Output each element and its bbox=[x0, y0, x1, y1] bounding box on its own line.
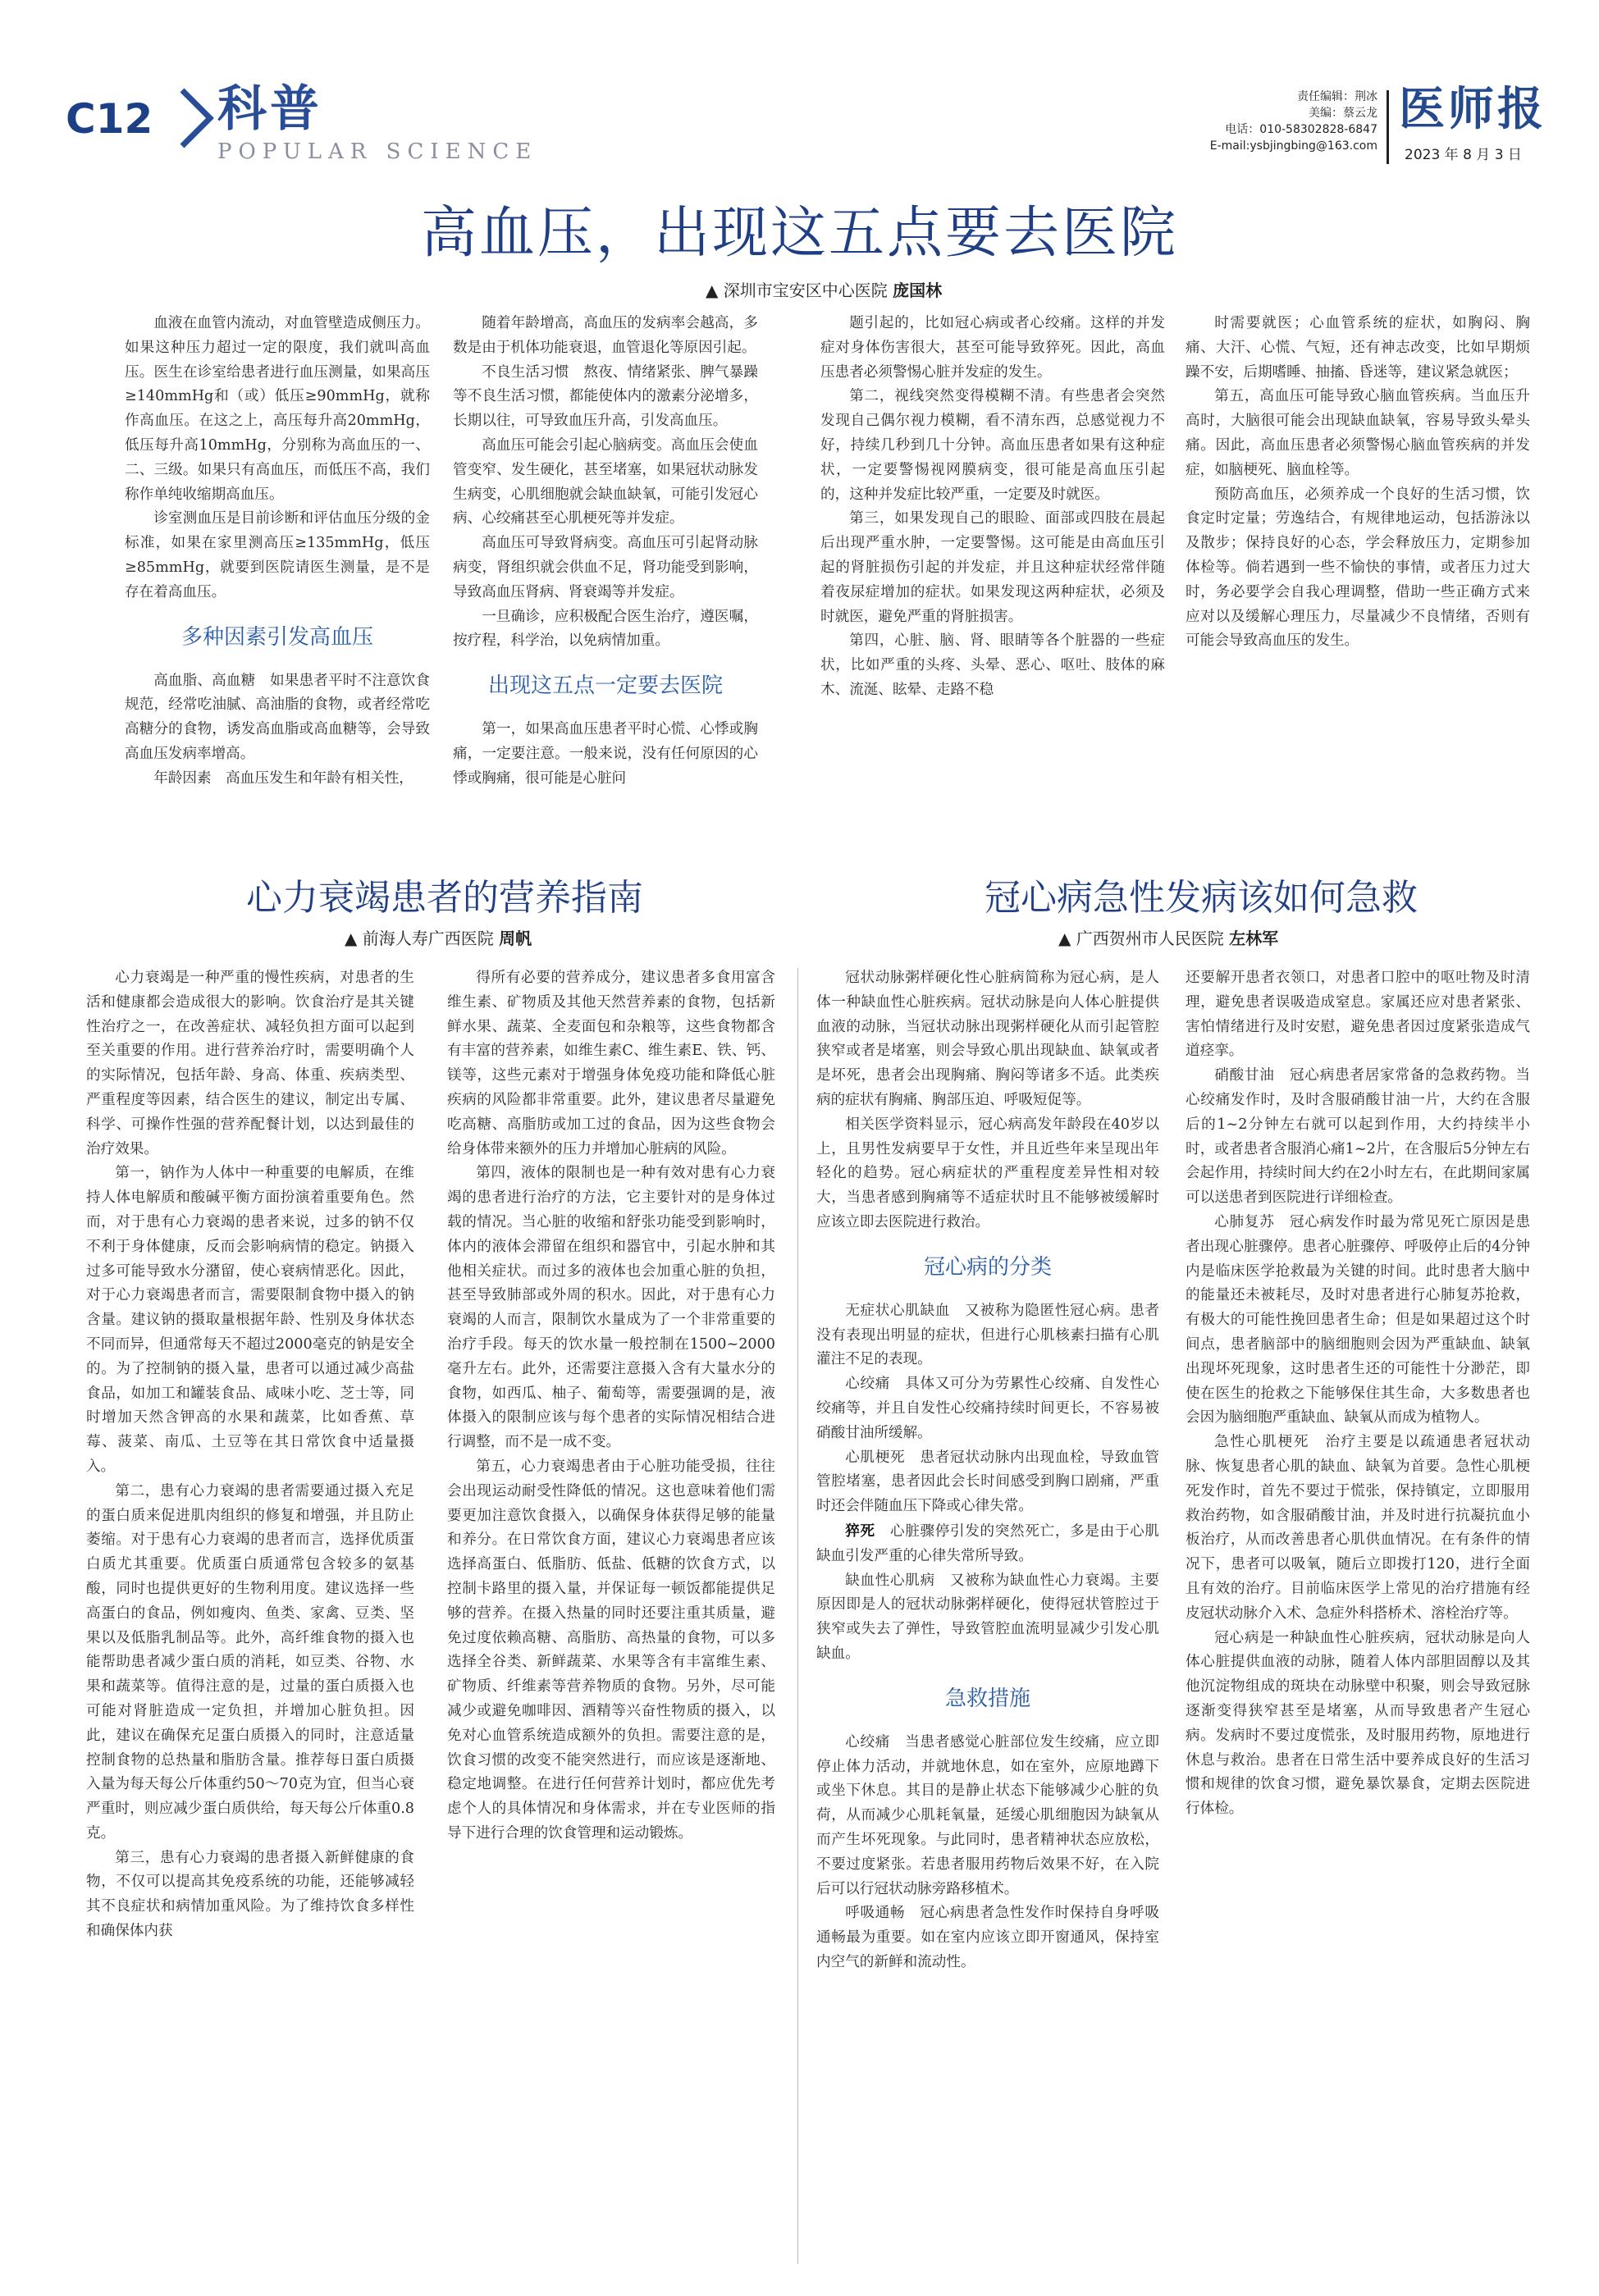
paragraph: 心绞痛 当患者感觉心脏部位发生绞痛，应立即停止体力活动，并就地休息，如在室外，应原地蹲下或坐下休息。其目的是静止状态下能够减少心脏的负荷，从而减少心肌耗氧量，延缓心肌细胞因为缺氧从而产生坏死现象。与此同时，患者精神状态应放松，不要过度紧张。若患者服用药物后效果不好，在入院后可以行冠状动脉旁路移植术。 bbox=[816, 1733, 1159, 1897]
paragraph: 高血脂、高血糖 如果患者平时不注意饮食规范，经常吃油腻、高油脂的食物，或者经常吃高糖分的食物，诱发高血脂或高血糖等，会导致高血压发病率增高。 bbox=[125, 672, 430, 762]
section-title: 科普 bbox=[217, 80, 322, 138]
paragraph: 硝酸甘油 冠心病患者居家常备的急救药物。当心绞痛发作时，及时含服硝酸甘油一片，大约在含服后的1~2分钟左右就可以起到作用，大约持续半小时，或者患者含服消心痛1~2片，在含服后5分钟左右会起作用，持续时间大约在2小时左右，在此期间家属可以送患者到医院进行详细检查。 bbox=[1186, 1067, 1530, 1207]
byline-org: ▲ 前海人寿广西医院 bbox=[345, 929, 494, 948]
paragraph: 心力衰竭是一种严重的慢性疾病，对患者的生活和健康都会造成很大的影响。饮食治疗是其关键性治疗之一，在改善症状、减轻负担方面可以起到至关重要的作用。进行营养治疗时，需要明确个人的实际情况，包括年龄、身高、体重、疾病类型、严重程度等因素，结合医生的建议，制定出专属、科学、可操作性强的营养配餐计划，以达到最佳的治疗效果。 bbox=[86, 970, 414, 1157]
paragraph: 急性心肌梗死 治疗主要是以疏通患者冠状动脉、恢复患者心肌的缺血、缺氧为首要。急性心肌梗死发作时，首先不要过于慌张，保持镇定，立即服用救治药物，如含服硝酸甘油，并及时进行抗凝抗血小板治疗，从而改善患者心肌供血情况。在有条件的情况下，患者可以吸氧，随后立即拨打120，进行全面且有效的治疗。目前临床医学上常见的治疗措施有经皮冠状动脉介入术、急症外科搭桥术、溶栓治疗等。 bbox=[1186, 1434, 1530, 1622]
email-line: E-mail:ysbjingbing@163.com bbox=[1209, 139, 1377, 153]
paragraph: 第三，如果发现自己的眼睑、面部或四肢在晨起后出现严重水肿，一定要警惕。这可能是由高血压引起的肾脏损伤引起的并发症，并且这种症状经常伴随着夜尿症增加的症状。如果发现这两种症状，必须及时就医，避免严重的肾脏损害。 bbox=[820, 510, 1165, 625]
paragraph: 冠状动脉粥样硬化性心脏病简称为冠心病，是人体一种缺血性心脏疾病。冠状动脉是向人体心脏提供血液的动脉，当冠状动脉出现粥样硬化从而引起管腔狭窄或者是堵塞，则会导致心肌出现缺血、缺氧或者是坏死，患者会出现胸痛、胸闷等诸多不适。此类疾病的症状有胸痛、胸部压迫、呼吸短促等。 bbox=[816, 970, 1159, 1108]
article1-title: 高血压，出现这五点要去医院 bbox=[420, 201, 1178, 266]
paragraph: 第三，患有心力衰竭的患者摄入新鲜健康的食物，不仅可以提高其免疫系统的功能，还能够减轻其不良症状和病情加重风险。为了维持饮食多样性和确保体内获 bbox=[86, 1849, 414, 1940]
section-subtitle: POPULAR SCIENCE bbox=[217, 139, 538, 164]
paragraph: 不良生活习惯 熬夜、情绪紧张、脾气暴躁等不良生活习惯，都能使体内的激素分泌增多，长期以往，可导致血压升高，引发高血压。 bbox=[453, 363, 758, 430]
article3-subheading-2: 急救措施 bbox=[944, 1686, 1030, 1711]
byline-org: ▲ 深圳市宝安区中心医院 bbox=[706, 281, 888, 300]
byline-author: 左林军 bbox=[1229, 929, 1279, 948]
paragraph: 预防高血压，必须养成一个良好的生活习惯，饮食定时定量；劳逸结合，有规律地运动，包括游泳以及散步；保持良好的心态，学会释放压力，定期参加体检等。倘若遇到一些不愉快的事情，或者压力过大时，务必要学会自我心理调整，借助一些正确方式来应对以及缓解心理压力，尽量减少不良情绪，否则有可能会导致高血压的发生。 bbox=[1186, 486, 1530, 650]
paragraph: 得所有必要的营养成分，建议患者多食用富含维生素、矿物质及其他天然营养素的食物，包括新鲜水果、蔬菜、全麦面包和杂粮等，这些食物都含有丰富的营养素，如维生素C、维生素E、铁、钙、镁等，这些元素对于增强身体免疫功能和降低心脏疾病的风险都非常重要。此外，建议患者尽量避免吃高糖、高脂肪或加工过的食品，因为这些食物会给身体带来额外的压力并增加心脏病的风险。 bbox=[447, 970, 775, 1157]
designer-line: 美编：蔡云龙 bbox=[1309, 107, 1377, 120]
article3-column-2 bbox=[1186, 966, 1530, 1822]
article3-title: 冠心病急性发病该如何急救 bbox=[985, 877, 1418, 919]
byline-author: 庞国林 bbox=[893, 281, 943, 300]
paragraph: 高血压可能会引起心脑病变。高血压会使血管变窄、发生硬化，甚至堵塞，如果冠状动脉发生病变，心肌细胞就会缺血缺氧，可能引发冠心病、心绞痛甚至心肌梗死等并发症。 bbox=[453, 436, 758, 527]
paragraph: 第四，心脏、脑、肾、眼睛等各个脏器的一些症状，比如严重的头疼、头晕、恶心、呕吐、肢体的麻木、流涎、眩晕、走路不稳 bbox=[820, 632, 1165, 698]
paragraph: 随着年龄增高，高血压的发病率会越高，多数是由于机体功能衰退，血管退化等原因引起。 bbox=[453, 315, 758, 356]
paragraph: 第一，如果高血压患者平时心慌、心悸或胸痛，一定要注意。一般来说，没有任何原因的心悸或胸痛，很可能是心脏问 bbox=[453, 721, 758, 787]
paragraph: 第二，视线突然变得模糊不清。有些患者会突然发现自己偶尔视力模糊，看不清东西，总感觉视力不好，持续几秒到几十分钟。高血压患者如果有这种症状，一定要警惕视网膜病变，很可能是高血压引起的，这种并发症比较严重，一定要及时就医。 bbox=[820, 388, 1165, 503]
paragraph: 时需要就医；心血管系统的症状，如胸闷、胸痛、大汗、心慌、气短，还有神志改变，比如早期烦躁不安，后期嗜睡、抽搐、昏迷等，建议紧急就医； bbox=[1186, 315, 1530, 381]
paragraph: 心肌梗死 患者冠状动脉内出现血栓，导致血管管腔堵塞，患者因此会长时间感受到胸口剧痛，严重时还会伴随血压下降或心律失常。 bbox=[816, 1449, 1159, 1515]
article1-column-1 bbox=[125, 312, 430, 792]
paragraph: 题引起的，比如冠心病或者心绞痛。这样的并发症对身体伤害很大，甚至可能导致猝死。因此，高血压患者必须警惕心脏并发症的发生。 bbox=[820, 315, 1165, 381]
paragraph: 诊室测血压是目前诊断和评估血压分级的金标准，如果在家里测高压≥135mmHg，低压≥85mmHg，就要到医院请医生测量，是不是存在着高血压。 bbox=[125, 510, 430, 600]
byline-author: 周帆 bbox=[499, 929, 532, 948]
article3-subheading-1: 冠心病的分类 bbox=[923, 1254, 1052, 1280]
paragraph: 无症状心肌缺血 又被称为隐匿性冠心病。患者没有表现出明显的症状，但进行心肌核素扫描有心肌灌注不足的表现。 bbox=[816, 1302, 1159, 1368]
paragraph: 第五，高血压可能导致心脑血管疾病。当血压升高时，大脑很可能会出现缺血缺氧，容易导致头晕头痛。因此，高血压患者必须警惕心脑血管疾病的并发症，如脑梗死、脑血栓等。 bbox=[1186, 388, 1530, 478]
paragraph: 相关医学资料显示，冠心病高发年龄段在40岁以上，且男性发病要早于女性，并且近些年来呈现出年轻化的趋势。冠心病症状的严重程度差异性相对较大，当患者感到胸痛等不适症状时且不能够被缓解时应该立即去医院进行救治。 bbox=[816, 1116, 1159, 1230]
article2-title: 心力衰竭患者的营养指南 bbox=[246, 877, 643, 919]
editor-info bbox=[1210, 89, 1377, 154]
paragraph: 第四，液体的限制也是一种有效对患有心力衰竭的患者进行治疗的方法，它主要针对的是身体过载的情况。当心脏的收缩和舒张功能受到影响时，体内的液体会滞留在组织和器官中，引起水肿和其他相关症状。而过多的液体也会加重心脏的负担，甚至导致肺部或外周的积水。因此，对于患有心力衰竭的人而言，限制饮水量成为了一个非常重要的治疗手段。每天的饮水量一般控制在1500~2000毫升左右。此外，还需要注意摄入含有大量水分的食物，如西瓜、柚子、葡萄等，需要强调的是，液体摄入的限制应该与每个患者的实际情况相结合进行调整，而不是一成不变。 bbox=[447, 1165, 775, 1451]
article1-column-4 bbox=[1186, 312, 1530, 654]
paragraph: 高血压可导致肾病变。高血压可引起肾动脉病变，肾组织就会供血不足，肾功能受到影响，导致高血压肾病、肾衰竭等并发症。 bbox=[453, 535, 758, 600]
page-number: C12 bbox=[66, 95, 153, 143]
paragraph: 第五，心力衰竭患者由于心脏功能受损，往往会出现运动耐受性降低的情况。这也意味着他们需要更加注意饮食摄入，以确保身体获得足够的能量和养分。在日常饮食方面，建议心力衰竭患者应该选择高蛋白、低脂肪、低盐、低糖的饮食方式，以控制卡路里的摄入量，并保证每一顿饭都能提供足够的营养。在摄入热量的同时还要注重其质量，避免过度依赖高糖、高脂肪、高热量的食物，可以多选择全谷类、新鲜蔬菜、水果等含有丰富维生素、矿物质、纤维素等营养物质的食物。另外，尽可能减少或避免咖啡因、酒精等兴奋性物质的摄入，以免对心血管系统造成额外的负担。需要注意的是，饮食习惯的改变不能突然进行，而应该是逐渐地、稳定地调整。在进行任何营养计划时，都应优先考虑个人的具体情况和身体需求，并在专业医师的指导下进行合理的饮食管理和运动锻炼。 bbox=[447, 1458, 775, 1842]
article2-column-2 bbox=[447, 966, 775, 1846]
paragraph: 呼吸通畅 冠心病患者急性发作时保持自身呼吸通畅最为重要。如在室内应该立即开窗通风，保持室内空气的新鲜和流动性。 bbox=[816, 1905, 1159, 1970]
paragraph: 第一，钠作为人体中一种重要的电解质，在维持人体电解质和酸碱平衡方面扮演着重要角色。然而，对于患有心力衰竭的患者来说，过多的钠不仅不利于身体健康，反而会影响病情的稳定。钠摄入过多可能导致水分潴留，使心衰病情恶化。因此，对于心力衰竭患者而言，需要限制食物中摄入的钠含量。建议钠的摄取量根据年龄、性别及身体状态不同而异，但通常每天不超过2000毫克的钠是安全的。为了控制钠的摄入量，患者可以通过减少高盐食品，如加工和罐装食品、咸味小吃、芝士等，同时增加天然含钾高的水果和蔬菜，比如香蕉、草莓、菠菜、南瓜、土豆等在其日常饮食中适量摄入。 bbox=[86, 1165, 414, 1475]
chevron-right-icon bbox=[172, 85, 222, 151]
paragraph: 还要解开患者衣领口，对患者口腔中的呕吐物及时清理，避免患者误吸造成窒息。家属还应对患者紧张、害怕情绪进行及时安慰，避免患者因过度紧张造成气道痉挛。 bbox=[1186, 970, 1530, 1060]
paragraph: 血液在血管内流动，对血管壁造成侧压力。如果这种压力超过一定的限度，我们就叫高血压。医生在诊室给患者进行血压测量，如果高压≥140mmHg和（或）低压≥90mmHg，就称作高血压。在这之上，高压每升高20mmHg，低压每升高10mmHg，分别称为高血压的一、二、三级。如果只有高血压，而低压不高，我们称作单纯收缩期高血压。 bbox=[125, 315, 430, 503]
paragraph: 缺血性心肌病 又被称为缺血性心力衰竭。主要原因即是人的冠状动脉粥样硬化，使得冠状管腔过于狭窄或失去了弹性，导致管腔血流明显减少引发心肌缺血。 bbox=[816, 1572, 1159, 1662]
paragraph: 年龄因素 高血压发生和年龄有相关性， bbox=[153, 769, 413, 787]
article2-byline bbox=[345, 925, 532, 949]
sudden-death-text: 心脏骤停引发的突然死亡，多是由于心肌缺血引发严重的心律失常所导致。 bbox=[816, 1522, 1159, 1564]
article1-column-2 bbox=[453, 312, 758, 792]
article3-byline bbox=[1058, 925, 1278, 949]
article1-subheading-1: 多种因素引发高血压 bbox=[180, 624, 373, 650]
sudden-death-label: 猝死 bbox=[845, 1522, 875, 1540]
newspaper-logo: 医师报 bbox=[1399, 82, 1546, 136]
article1-subheading-2: 出现这五点一定要去医院 bbox=[487, 673, 723, 699]
phone-line: 电话：010-58302828-6847 bbox=[1225, 123, 1377, 136]
column-divider bbox=[797, 968, 798, 2264]
paragraph: 冠心病是一种缺血性心脏疾病，冠状动脉是向人体心脏提供血液的动脉，随着人体内部胆固醇以及其他沉淀物组成的斑块在动脉壁中积聚，则会导致冠脉逐渐变得狭窄甚至是堵塞，从而导致患者产生冠心病。发病时不要过度慌张，及时服用药物，原地进行休息与救治。患者在日常生活中要养成良好的生活习惯和规律的饮食习惯，避免暴饮暴食，定期去医院进行体检。 bbox=[1186, 1629, 1530, 1818]
paragraph bbox=[816, 1519, 1159, 1569]
paragraph: 一旦确诊，应积极配合医生治疗，遵医嘱，按疗程，科学治，以免病情加重。 bbox=[453, 608, 758, 650]
article2-column-1 bbox=[86, 966, 414, 1944]
paragraph: 第二，患有心力衰竭的患者需要通过摄入充足的蛋白质来促进肌肉组织的修复和增强，并且防止萎缩。对于患有心力衰竭的患者而言，选择优质蛋白质尤其重要。优质蛋白质通常包含较多的氨基酸，同时也提供更好的生物利用度。建议选择一些高蛋白的食品，例如瘦肉、鱼类、家禽、豆类、坚果以及低脂乳制品等。此外，高纤维食物的摄入也能帮助患者减少蛋白质的消耗，如豆类、谷物、水果和蔬菜等。值得注意的是，过量的蛋白质摄入也可能对肾脏造成一定负担，并增加心脏负担。因此，建议在确保充足蛋白质摄入的同时，注意适量控制食物的总热量和脂肪含量。推荐每日蛋白质摄入量为每天每公斤体重约50～70克为宜，但当心衰严重时，则应减少蛋白质供给，每天每公斤体重0.8克。 bbox=[86, 1482, 414, 1842]
article1-byline bbox=[706, 277, 942, 301]
article1-column-3 bbox=[820, 312, 1165, 703]
byline-org: ▲ 广西贺州市人民医院 bbox=[1058, 929, 1224, 948]
issue-date: 2023 年 8 月 3 日 bbox=[1405, 147, 1522, 163]
paragraph: 心绞痛 具体又可分为劳累性心绞痛、自发性心绞痛等，并且自发性心绞痛持续时间更长，不容易被硝酸甘油所缓解。 bbox=[816, 1376, 1159, 1441]
paragraph: 心肺复苏 冠心病发作时最为常见死亡原因是患者出现心脏骤停。患者心脏骤停、呼吸停止后的4分钟内是临床医学抢救最为关键的时间。此时患者大脑中的能量还未被耗尽，及时对患者进行心肺复苏抢救，有极大的可能性挽回患者生命；但是如果超过这个时间点，患者脑部中的脑细胞则会因为严重缺血、缺氧出现坏死现象，这时患者生还的可能性十分渺茫，即使在医生的抢救之下能够保住其生命，大多数患者也会因为脑细胞严重缺血、缺氧从而成为植物人。 bbox=[1186, 1213, 1530, 1426]
article3-column-1 bbox=[816, 966, 1159, 1975]
editor-line: 责任编辑：荆冰 bbox=[1297, 90, 1377, 103]
masthead-divider bbox=[1387, 90, 1389, 164]
